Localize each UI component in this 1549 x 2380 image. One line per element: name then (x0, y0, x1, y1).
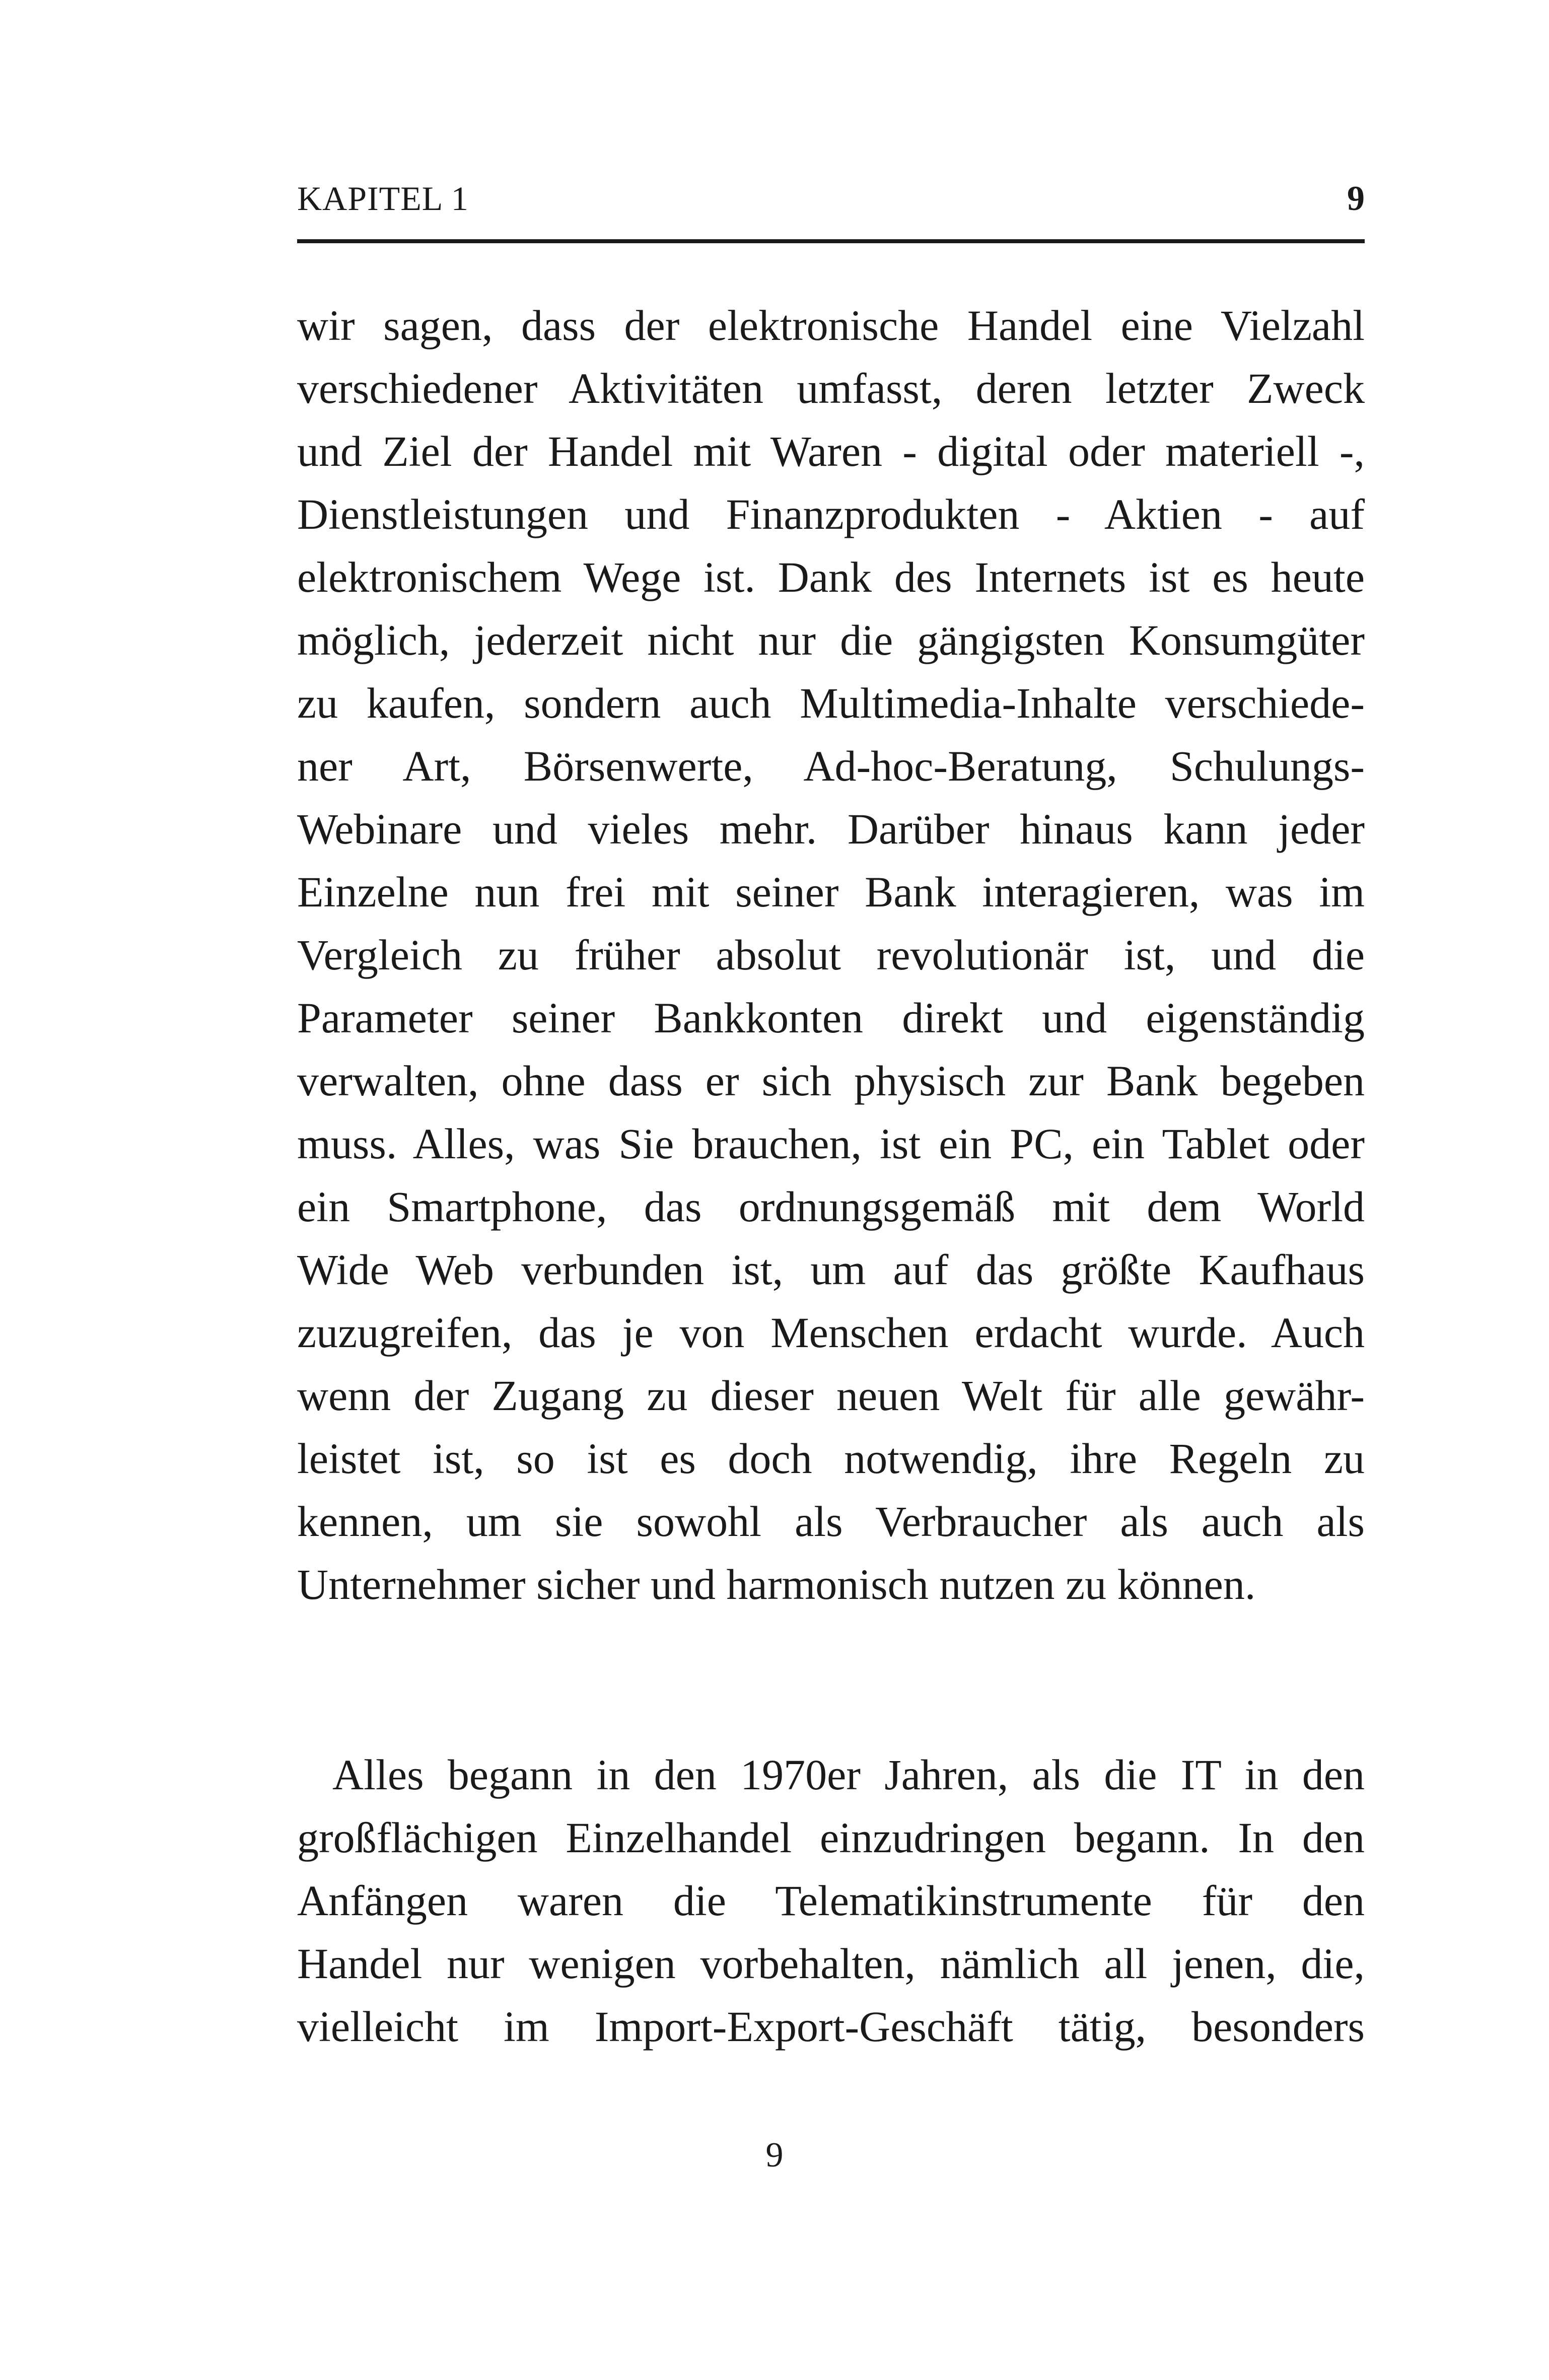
text-line: Wide Web verbunden ist, um auf das größte Kaufhaus (297, 1245, 1365, 1294)
text-line: Parameter seiner Bankkonten direkt und eigenständig (297, 994, 1365, 1042)
text-line: Unternehmer sicher und harmonisch nutzen zu können. (297, 1560, 1256, 1608)
text-line: vielleicht im Import-Export-Geschäft tätig, besonders (297, 2002, 1365, 2051)
footer-page-number: 9 (765, 2136, 784, 2175)
text-line: Anfängen waren die Telematikinstrumente für den (297, 1876, 1365, 1925)
running-header (297, 179, 1365, 243)
text-line: zuzugreifen, das je von Menschen erdacht wurde. Auch (297, 1308, 1365, 1357)
text-line: Handel nur wenigen vorbehalten, nämlich all jenen, die, (297, 1939, 1365, 1988)
text-line: elektronischem Wege ist. Dank des Internets ist es heute (297, 553, 1365, 601)
text-line: Einzelne nun frei mit seiner Bank interagieren, was im (297, 868, 1365, 916)
text-line: möglich, jederzeit nicht nur die gängigsten Konsumgüter (297, 616, 1365, 664)
text-line: Vergleich zu früher absolut revolutionär ist, und die (297, 931, 1365, 979)
text-line: Dienstleistungen und Finanzprodukten - Aktien - auf (297, 490, 1365, 538)
text-line: leistet ist, so ist es doch notwendig, ihre Regeln zu (297, 1434, 1365, 1483)
text-line: kennen, um sie sowohl als Verbraucher als auch als (297, 1497, 1365, 1546)
text-line: ner Art, Börsenwerte, Ad-hoc-Beratung, Schulungs- (297, 742, 1365, 790)
text-line: Alles begann in den 1970er Jahren, als die IT in den (332, 1751, 1365, 1799)
text-line: verwalten, ohne dass er sich physisch zur Bank begeben (297, 1057, 1365, 1105)
text-line: verschiedener Aktivitäten umfasst, deren letzter Zweck (297, 364, 1365, 412)
text-line: wir sagen, dass der elektronische Handel eine Vielzahl (297, 301, 1365, 349)
body-paragraph-2 (297, 1743, 1365, 2058)
text-line: und Ziel der Handel mit Waren - digital oder materiell -, (297, 427, 1365, 475)
text-line: Webinare und vieles mehr. Darüber hinaus kann jeder (297, 805, 1365, 853)
text-line: zu kaufen, sondern auch Multimedia-Inhalte verschiede- (297, 679, 1365, 727)
text-line: muss. Alles, was Sie brauchen, ist ein PC, ein Tablet oder (297, 1119, 1365, 1168)
text-line: großflächigen Einzelhandel einzudringen begann. In den (297, 1813, 1365, 1862)
chapter-title: KAPITEL 1 (297, 179, 469, 218)
text-line: ein Smartphone, das ordnungsgemäß mit dem World (297, 1182, 1365, 1231)
header-page-number: 9 (1347, 179, 1365, 218)
text-line: wenn der Zugang zu dieser neuen Welt für alle gewähr- (297, 1371, 1365, 1420)
body-paragraph-1 (297, 294, 1365, 1616)
